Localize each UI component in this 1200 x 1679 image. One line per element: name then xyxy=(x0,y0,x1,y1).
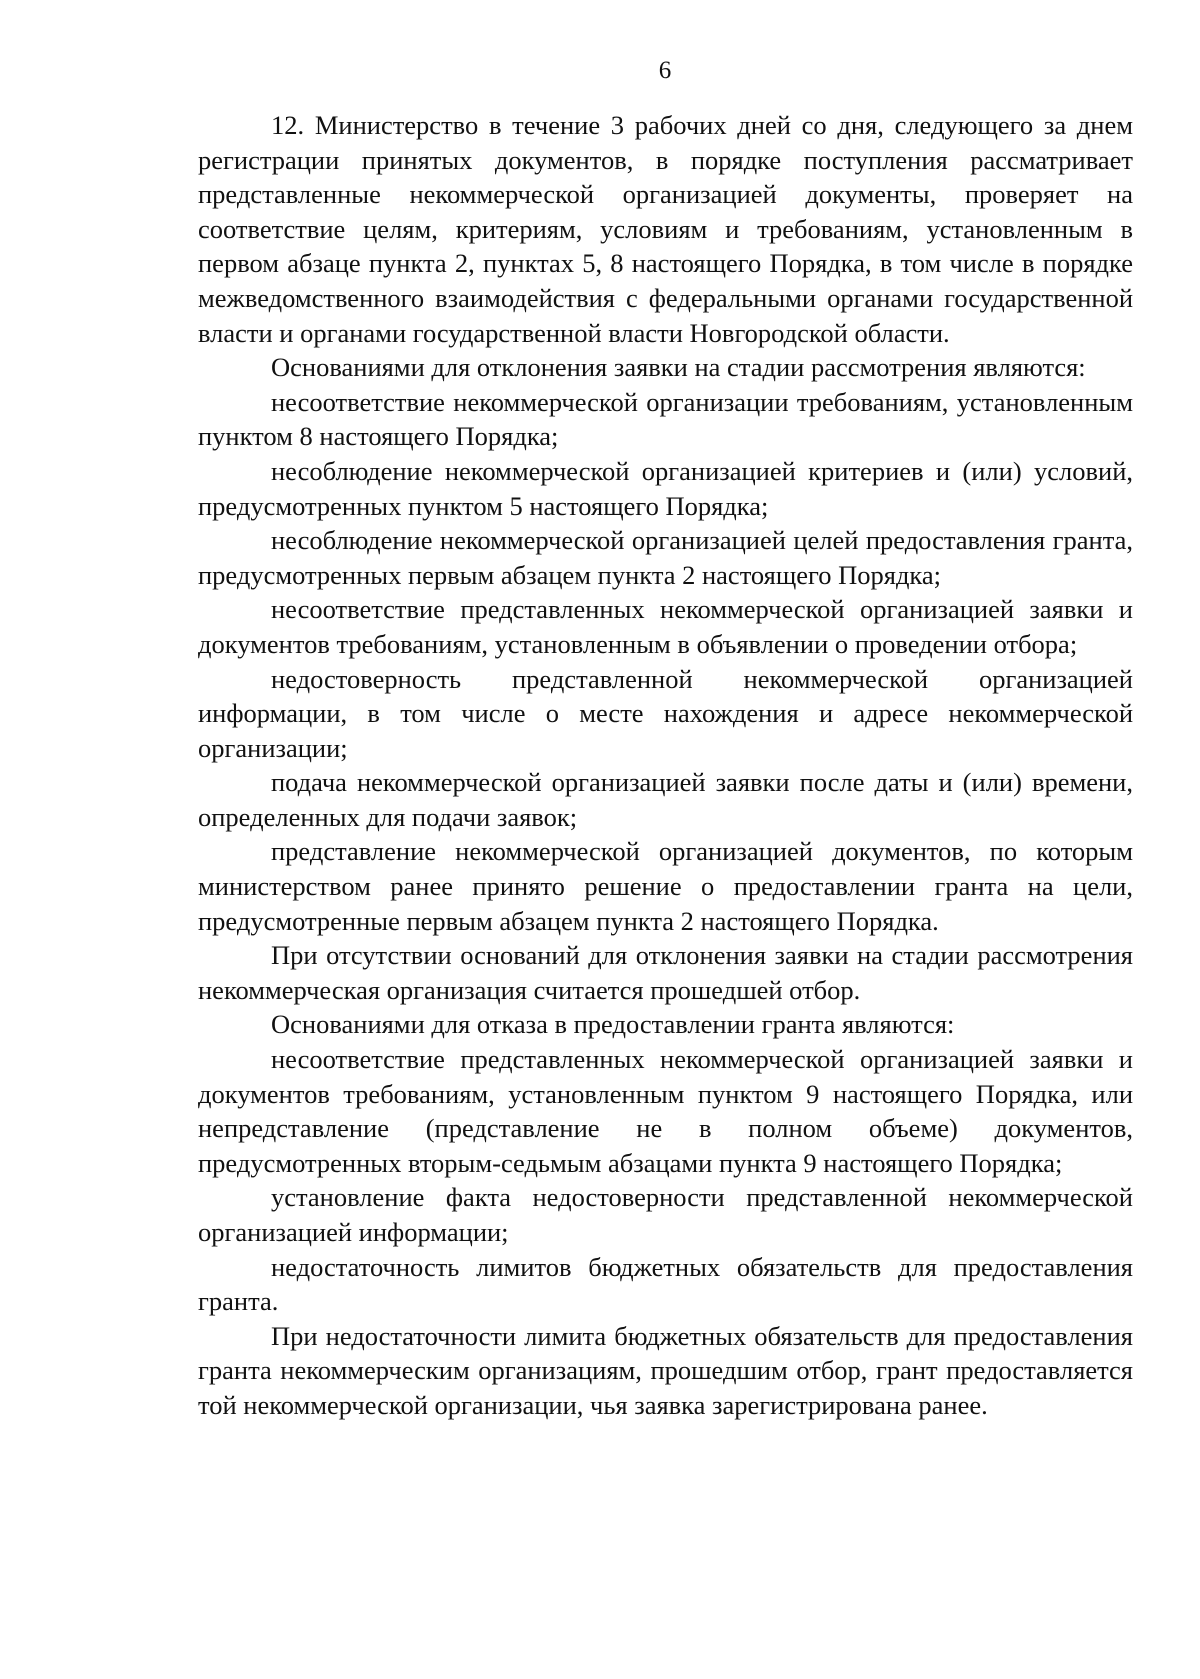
paragraph-rejection-item: представление некоммерческой организацией документов, по которым министерством ранее принято решение о предоставлении гранта на цели, предусмотренные первым абзацем пункта 2 настоящего Порядка. xyxy=(198,836,1133,936)
paragraph-budget-limit: При недостаточности лимита бюджетных обязательств для предоставления гранта некоммерческим организациям, прошедшим отбор, грант предоставляется той некоммерческой организации, чья заявка зарегистрирована ранее. xyxy=(198,1320,1133,1420)
page-number: 6 xyxy=(658,57,672,84)
paragraph-refusal-item: недостаточность лимитов бюджетных обязательств для предоставления гранта. xyxy=(198,1251,1133,1317)
paragraph-rejection-item: несоответствие некоммерческой организации требованиям, установленным пунктом 8 настоящего Порядка; xyxy=(198,386,1133,452)
paragraph-selection-passed: При отсутствии оснований для отклонения заявки на стадии рассмотрения некоммерческая организация считается прошедшей отбор. xyxy=(198,940,1133,1005)
paragraph-refusal-item: установление факта недостоверности представленной некоммерческой организацией информации; xyxy=(198,1182,1133,1247)
paragraph-ministry-review: 12. Министерство в течение 3 рабочих дней со дня, следующего за днем регистрации принятых документов, в порядке поступления рассматривает представленные некоммерческой организацией документы, проверяет на соответствие целям, критериям, условиям и требованиям, установленным в первом абзаце пункта 2, пунктах 5, 8 настоящего Порядка, в том числе в порядке межведомственного взаимодействия с федеральными органами государственной власти и органами государственной власти Новгородской области. xyxy=(198,110,1133,348)
paragraph-rejection-item: подача некоммерческой организацией заявки после даты и (или) времени, определенных для подачи заявок; xyxy=(198,767,1133,832)
paragraph-rejection-item: недостоверность представленной некоммерческой организацией информации, в том числе о месте нахождения и адресе некоммерческой организации; xyxy=(198,663,1133,763)
paragraph-refusal-item: несоответствие представленных некоммерческой организацией заявки и документов требованиям, установленным пунктом 9 настоящего Порядка, или непредставление (представление не в полном объеме) документов, предусмотренных вторым-седьмым абзацами пункта 9 настоящего Порядка; xyxy=(198,1044,1133,1178)
paragraph-rejection-item: несоблюдение некоммерческой организацией целей предоставления гранта, предусмотренных первым абзацем пункта 2 настоящего Порядка; xyxy=(198,525,1133,590)
paragraph-rejection-item: несоблюдение некоммерческой организацией критериев и (или) условий, предусмотренных пунктом 5 настоящего Порядка; xyxy=(198,455,1133,521)
paragraph-rejection-item: несоответствие представленных некоммерческой организацией заявки и документов требованиям, установленным в объявлении о проведении отбора; xyxy=(198,594,1133,659)
paragraph-rejection-grounds-heading: Основаниями для отклонения заявки на стадии рассмотрения являются: xyxy=(271,352,1086,383)
document-body xyxy=(198,108,1133,1423)
paragraph-refusal-grounds-heading: Основаниями для отказа в предоставлении гранта являются: xyxy=(271,1009,955,1040)
